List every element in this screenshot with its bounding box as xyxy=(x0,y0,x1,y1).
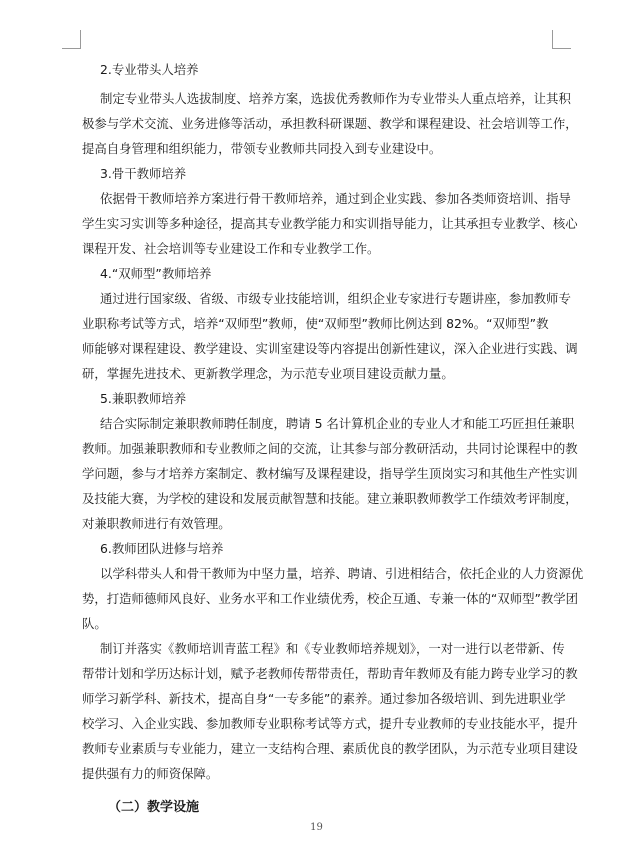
text-line: 对兼职教师进行有效管理。 xyxy=(82,516,231,531)
text-line: 师学习新学科、新技术，提高自身“一专多能”的素养。通过参加各级培训、到先进职业学 xyxy=(82,691,566,706)
text-line: 2.专业带头人培养 xyxy=(100,62,199,77)
text-line: 依据骨干教师培养方案进行骨干教师培养，通过到企业实践、参加各类师资培训、指导 xyxy=(100,191,571,206)
text-line: 4.“双师型”教师培养 xyxy=(100,266,212,281)
text-line: 极参与学术交流、业务进修等活动，承担教科研课题、教学和课程建设、社会培训等工作， xyxy=(82,116,578,131)
text-line: 3.骨干教师培养 xyxy=(100,166,187,181)
text-line: 及技能大赛，为学校的建设和发展贡献智慧和技能。建立兼职教师教学工作绩效考评制度， xyxy=(82,491,578,506)
text-line: 通过进行国家级、省级、市级专业技能培训，组织企业专家进行专题讲座，参加教师专 xyxy=(100,291,571,306)
page-corner-mark-top-right xyxy=(552,30,571,49)
text-line: 6.教师团队进修与培养 xyxy=(100,541,224,556)
text-line: 帮带计划和学历达标计划，赋予老教师传帮带责任，帮助青年教师及有能力跨专业学习的教 xyxy=(82,666,578,681)
text-line: 5.兼职教师培养 xyxy=(100,391,187,406)
text-line: 势，打造师德师风良好、业务水平和工作业绩优秀，校企互通、专兼一体的“双师型”教学团 xyxy=(82,591,579,606)
text-line: 制订并落实《教师培训青蓝工程》和《专业教师培养规划》，一对一进行以老带新、传 xyxy=(100,641,565,656)
text-line: 教师专业素质与专业能力，建立一支结构合理、素质优良的教学团队，为示范专业项目建设 xyxy=(82,741,578,756)
page-number: 19 xyxy=(310,822,323,833)
text-line: 业职称考试等方式，培养“双师型”教师，使“双师型”教师比例达到 82%。“双师型”教 xyxy=(82,316,549,331)
text-line: 以学科带头人和骨干教师为中坚力量，培养、聘请、引进相结合，依托企业的人力资源优 xyxy=(100,566,584,581)
text-line: 队。 xyxy=(82,616,107,631)
text-line: 提供强有力的师资保障。 xyxy=(82,766,219,781)
text-line: 制定专业带头人选拔制度、培养方案，选拔优秀教师作为专业带头人重点培养，让其积 xyxy=(100,91,571,106)
text-line: 研，掌握先进技术、更新教学理念，为示范专业项目建设贡献力量。 xyxy=(82,366,454,381)
page-corner-mark-top-left xyxy=(62,30,81,49)
text-line: 结合实际制定兼职教师聘任制度，聘请 5 名计算机企业的专业人才和能工巧匠担任兼职 xyxy=(100,416,575,431)
section-heading: （二）教学设施 xyxy=(108,800,200,815)
text-line: 教师。加强兼职教师和专业教师之间的交流，让其参与部分教研活动，共同讨论课程中的教 xyxy=(82,441,578,456)
text-line: 提高自身管理和组织能力，带领专业教师共同投入到专业建设中。 xyxy=(82,141,442,156)
text-line: 师能够对课程建设、教学建设、实训室建设等内容提出创新性建议，深入企业进行实践、调 xyxy=(82,341,578,356)
text-line: 校学习、入企业实践、参加教师专业职称考试等方式，提升专业教师的专业技能水平，提升 xyxy=(82,716,578,731)
text-line: 课程开发、社会培训等专业建设工作和专业教学工作。 xyxy=(82,241,380,256)
text-line: 学生实习实训等多种途径，提高其专业教学能力和实训指导能力，让其承担专业教学、核心 xyxy=(82,216,578,231)
text-line: 学问题，参与才培养方案制定、教材编写及课程建设，指导学生顶岗实习和其他生产性实训 xyxy=(82,466,578,481)
